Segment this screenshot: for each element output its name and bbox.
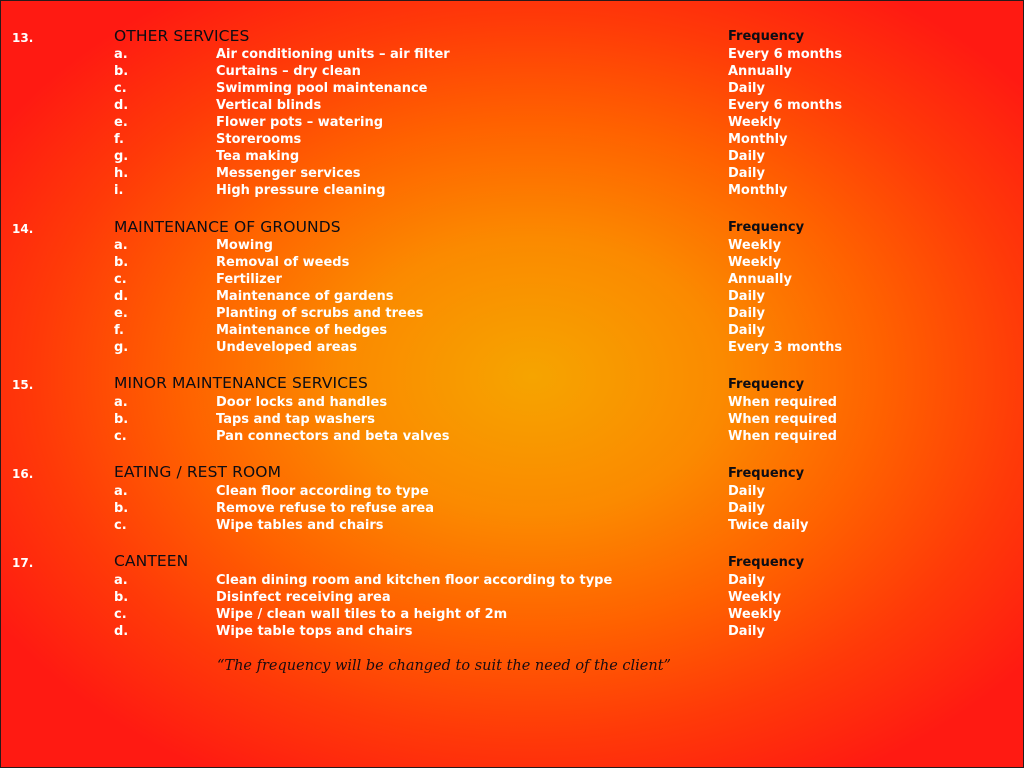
- item-letter: a.: [114, 484, 128, 499]
- section-number: 14.: [12, 222, 34, 236]
- frequency-header: Frequency: [728, 555, 805, 570]
- item-letter: g.: [114, 149, 129, 164]
- item-frequency: Every 6 months: [728, 98, 843, 113]
- footer-note: “The frequency will be changed to suit the need of the client”: [217, 658, 671, 674]
- frequency-header: Frequency: [728, 466, 805, 481]
- item-description: Pan connectors and beta valves: [216, 429, 450, 444]
- item-letter: h.: [114, 166, 129, 181]
- item-letter: a.: [114, 395, 128, 410]
- frequency-header: Frequency: [728, 29, 805, 44]
- section-title: EATING / REST ROOM: [114, 463, 282, 481]
- item-frequency: Daily: [728, 573, 765, 588]
- item-letter: c.: [114, 272, 127, 287]
- item-description: Door locks and handles: [216, 395, 388, 410]
- item-description: Clean floor according to type: [216, 484, 429, 499]
- section-number: 15.: [12, 378, 34, 392]
- item-description: High pressure cleaning: [216, 183, 386, 198]
- item-frequency: Weekly: [728, 255, 782, 270]
- item-letter: b.: [114, 590, 129, 605]
- item-description: Air conditioning units – air filter: [216, 47, 450, 62]
- item-letter: b.: [114, 501, 129, 516]
- item-letter: a.: [114, 238, 128, 253]
- item-description: Fertilizer: [216, 272, 282, 287]
- item-letter: i.: [114, 183, 124, 198]
- section-number: 17.: [12, 556, 34, 570]
- item-description: Messenger services: [216, 166, 361, 181]
- item-frequency: When required: [728, 429, 837, 444]
- item-frequency: When required: [728, 395, 837, 410]
- item-frequency: Daily: [728, 323, 765, 338]
- item-description: Maintenance of gardens: [216, 289, 394, 304]
- item-letter: c.: [114, 518, 127, 533]
- item-letter: b.: [114, 412, 129, 427]
- item-letter: c.: [114, 607, 127, 622]
- section-number: 13.: [12, 31, 34, 45]
- item-frequency: Weekly: [728, 238, 782, 253]
- item-letter: e.: [114, 306, 128, 321]
- item-description: Disinfect receiving area: [216, 590, 391, 605]
- item-description: Removal of weeds: [216, 255, 350, 270]
- item-frequency: Daily: [728, 149, 765, 164]
- item-frequency: Daily: [728, 484, 765, 499]
- item-letter: d.: [114, 624, 129, 639]
- item-letter: b.: [114, 64, 129, 79]
- item-description: Clean dining room and kitchen floor according to type: [216, 573, 613, 588]
- item-letter: a.: [114, 573, 128, 588]
- item-letter: d.: [114, 289, 129, 304]
- item-frequency: Daily: [728, 166, 765, 181]
- item-description: Wipe table tops and chairs: [216, 624, 413, 639]
- item-letter: c.: [114, 81, 127, 96]
- item-description: Swimming pool maintenance: [216, 81, 428, 96]
- item-letter: f.: [114, 132, 124, 147]
- section-title: MINOR MAINTENANCE SERVICES: [114, 374, 368, 392]
- item-description: Taps and tap washers: [216, 412, 375, 427]
- section-title: OTHER SERVICES: [114, 27, 250, 45]
- item-description: Maintenance of hedges: [216, 323, 388, 338]
- item-letter: e.: [114, 115, 128, 130]
- item-description: Undeveloped areas: [216, 340, 358, 355]
- item-frequency: Monthly: [728, 132, 788, 147]
- section-title: MAINTENANCE OF GROUNDS: [114, 218, 341, 236]
- item-frequency: Weekly: [728, 590, 782, 605]
- item-frequency: Every 3 months: [728, 340, 843, 355]
- item-description: Curtains – dry clean: [216, 64, 361, 79]
- item-frequency: Daily: [728, 289, 765, 304]
- frequency-header: Frequency: [728, 377, 805, 392]
- item-letter: c.: [114, 429, 127, 444]
- item-description: Mowing: [216, 238, 273, 253]
- item-letter: d.: [114, 98, 129, 113]
- item-frequency: Daily: [728, 81, 765, 96]
- item-description: Storerooms: [216, 132, 302, 147]
- item-frequency: When required: [728, 412, 837, 427]
- item-description: Wipe / clean wall tiles to a height of 2m: [216, 607, 508, 622]
- item-frequency: Weekly: [728, 607, 782, 622]
- item-frequency: Twice daily: [728, 518, 809, 533]
- item-frequency: Daily: [728, 501, 765, 516]
- frequency-header: Frequency: [728, 220, 805, 235]
- item-frequency: Annually: [728, 272, 792, 287]
- item-frequency: Monthly: [728, 183, 788, 198]
- section-title: CANTEEN: [114, 552, 189, 570]
- item-description: Remove refuse to refuse area: [216, 501, 435, 516]
- item-description: Wipe tables and chairs: [216, 518, 384, 533]
- item-frequency: Weekly: [728, 115, 782, 130]
- item-frequency: Every 6 months: [728, 47, 843, 62]
- item-frequency: Annually: [728, 64, 792, 79]
- item-description: Vertical blinds: [216, 98, 322, 113]
- item-letter: f.: [114, 323, 124, 338]
- item-frequency: Daily: [728, 624, 765, 639]
- item-description: Flower pots – watering: [216, 115, 384, 130]
- item-frequency: Daily: [728, 306, 765, 321]
- section-number: 16.: [12, 467, 34, 481]
- item-description: Tea making: [216, 149, 300, 164]
- item-letter: b.: [114, 255, 129, 270]
- item-letter: a.: [114, 47, 128, 62]
- item-letter: g.: [114, 340, 129, 355]
- item-description: Planting of scrubs and trees: [216, 306, 424, 321]
